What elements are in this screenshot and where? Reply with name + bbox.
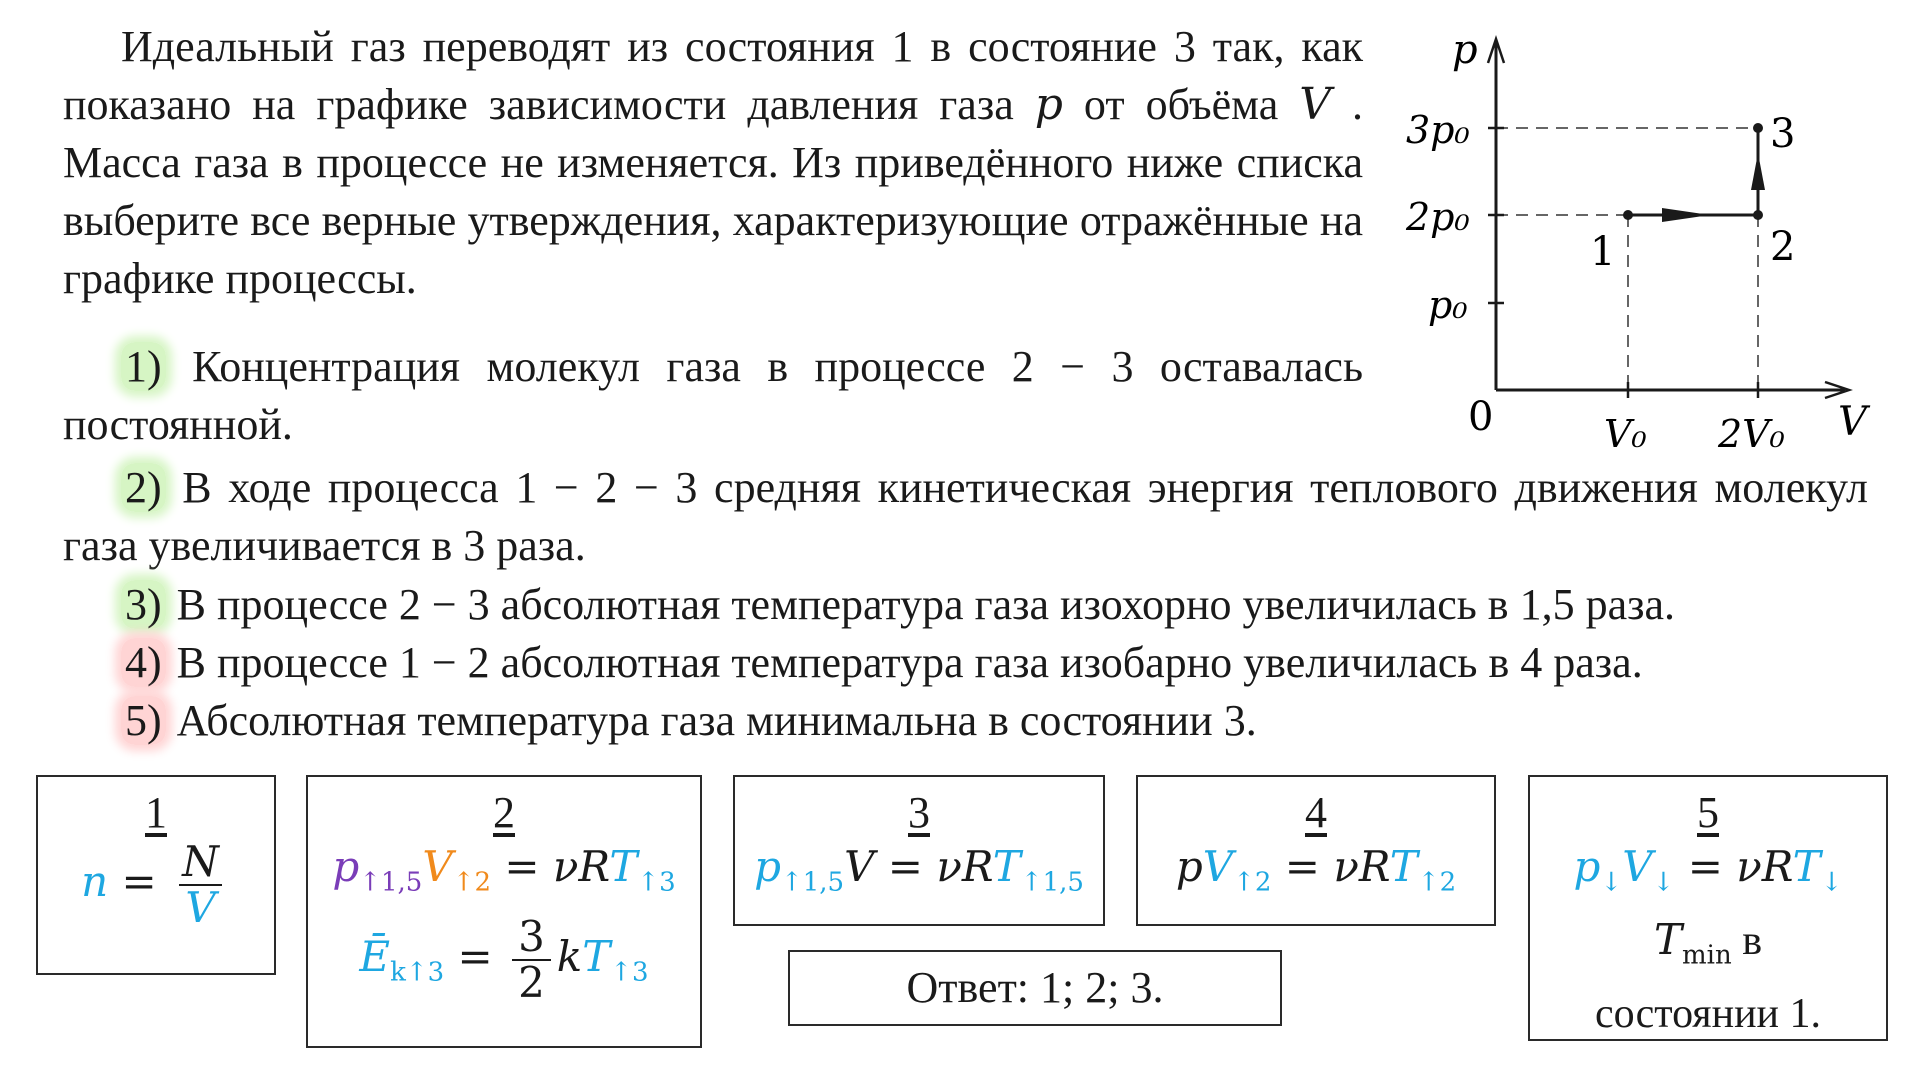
solution-box-1: [36, 775, 276, 975]
answer-box: [788, 950, 1282, 1026]
x-tick-label-v0: V₀: [1604, 412, 1647, 456]
origin-label: 0: [1468, 394, 1494, 440]
statement-5-number: 5): [121, 696, 166, 745]
point-label-1: 1: [1590, 229, 1616, 275]
box-5-line3: состоянии 1.: [1594, 990, 1822, 1037]
statement-1-text: Концентрация молекул газа в процессе 2 − 3 оставалась постоянной.: [63, 342, 1364, 449]
y-tick-label-p0: p₀: [1428, 283, 1468, 327]
y-axis-label: p: [1452, 27, 1478, 73]
box-2-frac-num: 3: [518, 912, 545, 962]
box-2-title: 2: [493, 788, 515, 837]
point-label-3: 3: [1770, 111, 1796, 157]
box-2-formula-2: $Ē_{k↑3}$ = $\frac{3}{2}$ $kT_{↑3}$: [359, 912, 649, 1008]
box-5-tmin: $T_{min}$ в: [1653, 915, 1763, 971]
box-5-title: 5: [1697, 788, 1719, 837]
statement-2-number: 2): [121, 463, 166, 512]
box-1-lhs: n: [81, 857, 109, 906]
statement-4-number: 4): [121, 638, 166, 687]
statement-1-number: 1): [121, 342, 166, 391]
state-point-2: [1753, 210, 1763, 220]
y-tick-label-3p0: 3p₀: [1406, 108, 1470, 152]
box-1-formula: [38, 837, 274, 932]
box-2-frac-den: 2: [512, 959, 551, 1005]
box-1-eq: =: [121, 857, 157, 906]
x-tick-label-2v0: 2V₀: [1718, 412, 1785, 456]
y-tick-label-2p0: 2p₀: [1406, 195, 1470, 239]
statement-4-text: В процессе 1 − 2 абсолютная температура газа изобарно увеличилась в 4 раза.: [176, 638, 1643, 687]
statement-5-text: Абсолютная температура газа минимальна в состоянии 3.: [176, 696, 1257, 745]
solution-box-5: [1528, 775, 1888, 1041]
statement-3: [121, 576, 1675, 634]
solution-box-3: [733, 775, 1105, 926]
state-point-3: [1753, 123, 1763, 133]
problem-intro: Идеальный газ переводят из состояния 1 в состояние 3 так, как показано на графике зависимости давления газа p от объёма V . Масса газа в процессе не изменяется. Из приведённого ниже списка выберите все верные утверждения, характеризующие отражённые на графике процессы.: [63, 22, 1364, 303]
box-2-formula-1: $p_{↑1,5}V_{↑2} = \nu RT_{↑3}$: [332, 842, 676, 898]
box-5-tmin-tail: в: [1742, 918, 1763, 965]
point-label-2: 2: [1770, 224, 1796, 270]
solution-box-2: [306, 775, 702, 1048]
box-1-denominator: V: [179, 884, 221, 930]
pv-graph: [1400, 15, 1900, 465]
box-1-numerator: N: [182, 837, 219, 886]
x-axis-label: V: [1838, 399, 1867, 445]
statement-3-text: В процессе 2 − 3 абсолютная температура газа изохорно увеличилась в 1,5 раза.: [176, 580, 1676, 629]
box-4-title: 4: [1305, 788, 1327, 837]
arrow-1-2-icon: [1662, 208, 1710, 222]
box-3-formula: $p_{↑1,5}V = \nu RT_{↑1,5}$: [754, 842, 1084, 898]
solution-box-4: [1136, 775, 1496, 926]
statement-2: [63, 459, 1868, 575]
box-5-formula: $p_↓V_↓ = \nu RT_↓$: [1573, 842, 1843, 898]
statement-2-text: В ходе процесса 1 − 2 − 3 средняя кинетическая энергия теплового движения молекул газа увеличивается в 3 раза.: [63, 463, 1868, 570]
box-3-title: 3: [908, 788, 930, 837]
answer-text: Ответ: 1; 2; 3.: [906, 963, 1164, 1012]
arrow-2-3-icon: [1751, 153, 1765, 190]
statement-4: [121, 634, 1643, 692]
statement-3-number: 3): [121, 580, 166, 629]
box-1-title: 1: [145, 788, 167, 837]
statement-5: [121, 692, 1257, 750]
state-point-1: [1623, 210, 1633, 220]
box-4-formula: $pV_{↑2} = \nu RT_{↑2}$: [1175, 842, 1457, 898]
statement-1: [63, 338, 1363, 454]
